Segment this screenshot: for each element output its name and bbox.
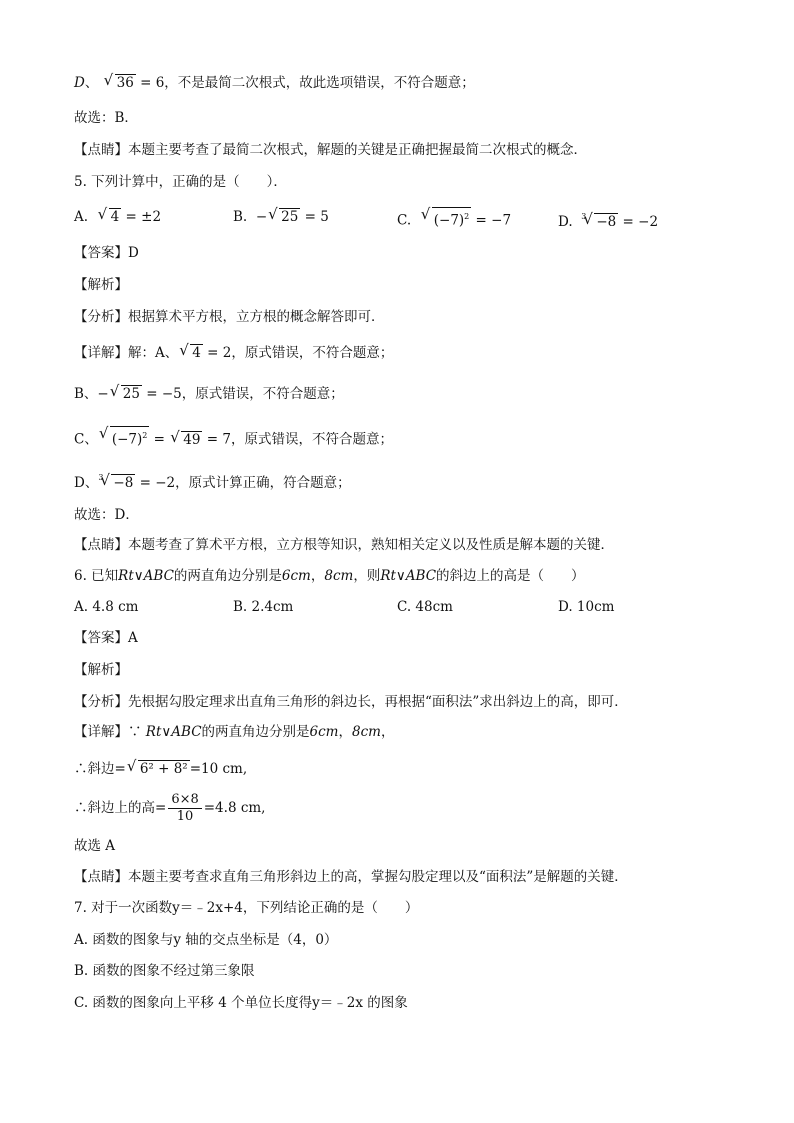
q5-option-b: B. −√ 25 = 5 [233,207,329,227]
q7-option-b: B. 函数的图象不经过第三象限 [74,963,255,979]
q7-option-a: A. 函数的图象与y 轴的交点坐标是（4，0） [74,932,338,948]
q5-analysis-heading: 【解析】 [74,277,128,293]
q6-comment: 【点睛】本题主要考查求直角三角形斜边上的高，掌握勾股定理以及“面积法”是解题的关键． [74,869,628,885]
question-7: 7. 对于一次函数y＝﹣2x+4，下列结论正确的是（ ） [74,900,419,916]
q5-comment: 【点睛】本题考查了算术平方根，立方根等知识，熟知相关定义以及性质是解本题的关键． [74,537,614,553]
q5-detail-b: B、−√ 25 = −5，原式错误，不符合题意； [74,384,344,404]
q6-selection: 故选 A [74,838,116,854]
q5-option-a: A. √ 4 = ±2 [74,207,161,227]
comment-line: 【点睛】本题主要考查了最简二次根式，解题的关键是正确把握最简二次根式的概念． [74,142,587,158]
question-5: 5. 下列计算中，正确的是（ ）． [74,174,287,190]
fraction: $\frac{6\times 8}{10}$ [168,792,201,825]
q5-answer: 【答案】D [74,245,139,261]
separator: 、 [84,75,99,91]
q5-option-c: C. √ $(-7)^2 = -7$ [397,207,511,231]
q6-step-height: ∴斜边上的高= $\frac{6\times 8}{10}$ =4.8 cm, [74,792,266,824]
sqrt-expression: √ 36 [105,73,136,93]
q5-analysis: 【分析】根据算术平方根，立方根的概念解答即可． [74,309,385,325]
explanation-text: ，不是最简二次根式，故此选项错误，不符合题意； [164,75,475,91]
q5-selection: 故选：D． [74,507,139,523]
q6-option-d: D. 10cm [558,599,615,615]
q5-detail-a: 【详解】解：A、√ 4 = 2，原式错误，不符合题意； [74,343,393,363]
q6-detail: 【详解】∵ Rt∨ABC的两直角边分别是6cm，8cm， [74,724,395,740]
option-letter: D [74,75,85,91]
q7-option-c: C. 函数的图象向上平移 4 个单位长度得y＝﹣2x 的图象 [74,995,408,1011]
question-6: 6. 已知Rt∨ABC的两直角边分别是6cm，8cm，则Rt∨ABC的斜边上的高是（ ） [74,568,585,584]
solution-line-d [74,73,475,93]
q6-step-hypotenuse: ∴斜边=√ 6² + 8² =10 cm, [74,759,247,779]
q5-option-d: D. $^3$√ −8 = −2 [558,207,658,232]
q6-option-c: C. 48cm [397,599,453,615]
q6-analysis: 【分析】先根据勾股定理求出直角三角形的斜边长，再根据“面积法”求出斜边上的高，即可． [74,694,628,710]
q5-detail-c: C、√ $(-7)^2$ = √ 49 = 7，原式错误，不符合题意； [74,426,393,450]
q6-analysis-heading: 【解析】 [74,662,128,678]
q6-answer: 【答案】A [74,630,138,646]
q5-detail-d: D、$^3$√ −8 = −2，原式计算正确，符合题意； [74,468,351,493]
answer-choice-line: 故选：B． [74,110,138,126]
equation-value: = 6 [135,75,165,91]
q6-option-b: B. 2.4cm [233,599,294,615]
q6-option-a: A. 4.8 cm [74,599,139,615]
